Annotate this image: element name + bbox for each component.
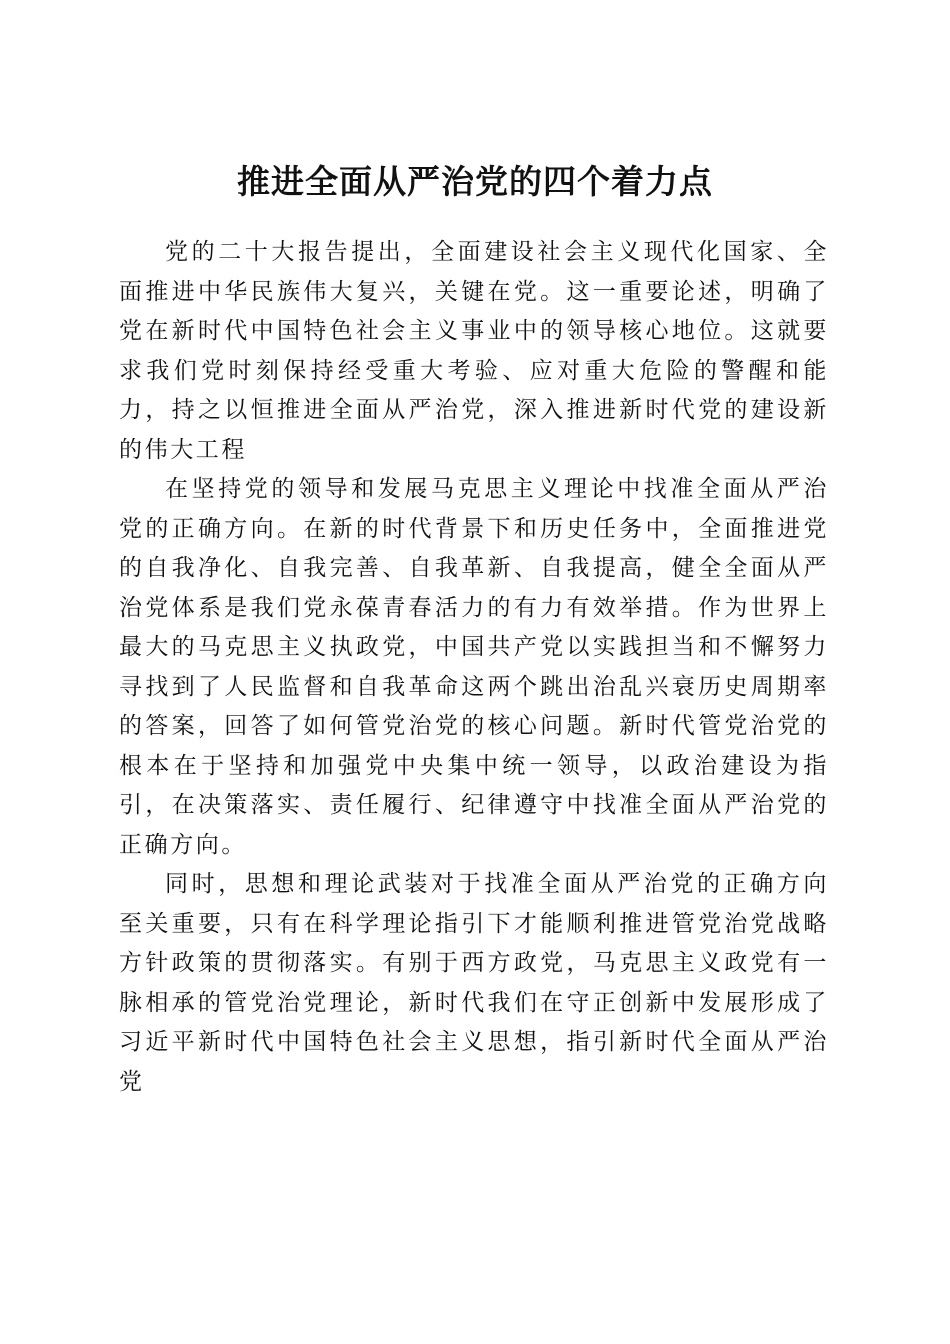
paragraph: 同时，思想和理论武装对于找准全面从严治党的正确方向至关重要，只有在科学理论指引下才能顺利推进管党治党战略方针政策的贯彻落实。有别于西方政党，马克思主义政党有一脉相承的管党治党理论，新时代我们在守正创新中发展形成了习近平新时代中国特色社会主义思想，指引新时代全面从严治党 <box>119 871 829 1095</box>
paragraph: 在坚持党的领导和发展马克思主义理论中找准全面从严治党的正确方向。在新的时代背景下和历史任务中，全面推进党的自我净化、自我完善、自我革新、自我提高，健全全面从严治党体系是我们党永葆青春活力的有力有效举措。作为世界上最大的马克思主义执政党，中国共产党以实践担当和不懈努力寻找到了人民监督和自我革命这两个跳出治乱兴衰历史周期率的答案，回答了如何管党治党的核心问题。新时代管党治党的根本在于坚持和加强党中央集中统一领导，以政治建设为指引，在决策落实、责任履行、纪律遵守中找准全面从严治党的正确方向。 <box>119 476 829 858</box>
document-body <box>119 233 829 1102</box>
paragraph: 党的二十大报告提出，全面建设社会主义现代化国家、全面推进中华民族伟大复兴，关键在党。这一重要论述，明确了党在新时代中国特色社会主义事业中的领导核心地位。这就要求我们党时刻保持经受重大考验、应对重大危险的警醒和能力，持之以恒推进全面从严治党，深入推进新时代党的建设新的伟大工程 <box>119 239 829 463</box>
document-title: 推进全面从严治党的四个着力点 <box>237 162 713 202</box>
